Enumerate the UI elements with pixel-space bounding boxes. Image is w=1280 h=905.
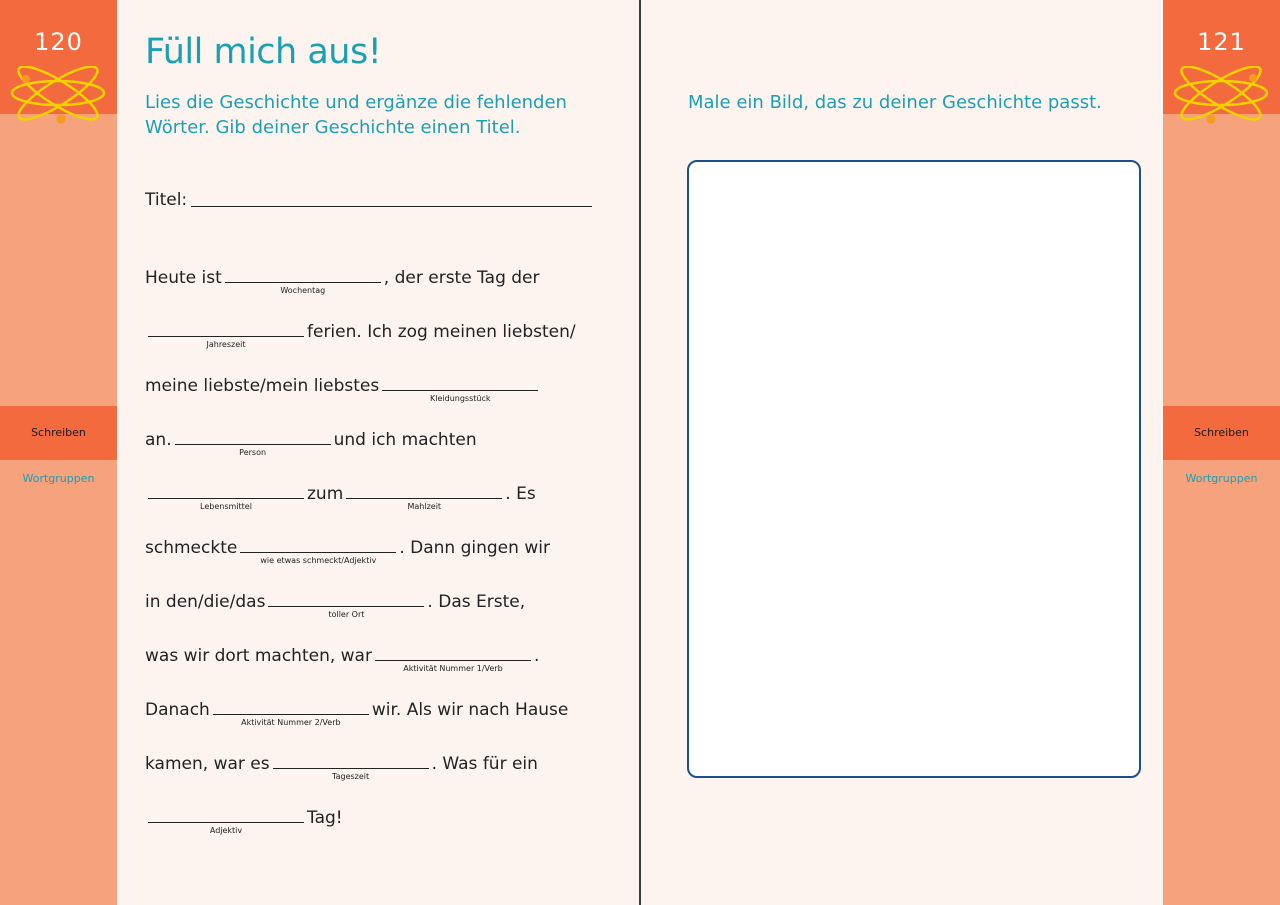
instruction-text (145, 90, 615, 140)
story-text-segment: . Es (505, 484, 536, 504)
story-line (145, 264, 540, 294)
blank-hint: toller Ort (328, 610, 365, 619)
story-line (145, 318, 576, 348)
story-text-segment: , der erste Tag der (383, 268, 540, 288)
story-text-segment: kamen, war es (145, 754, 270, 774)
story-text-segment: . Das Erste, (427, 592, 526, 612)
section-tab-label: Schreiben (31, 426, 86, 439)
story-text-segment: Tag! (307, 808, 343, 828)
blank-hint: Kleidungsstück (430, 394, 491, 403)
story-text-segment: Danach (145, 700, 210, 720)
blank-hint: Aktivität Nummer 1/Verb (403, 664, 503, 673)
blank-hint: Jahreszeit (206, 340, 246, 349)
story-text-segment: was wir dort machten, war (145, 646, 372, 666)
story-text-segment: ferien. Ich zog meinen liebsten/ (307, 322, 576, 342)
section-tab-label: Schreiben (1194, 426, 1249, 439)
blank-hint: Adjektiv (209, 826, 243, 835)
story-text-segment: in den/die/das (145, 592, 266, 612)
story-text-segment: . Was für ein (431, 754, 538, 774)
drawing-area[interactable] (687, 160, 1141, 778)
story-line (145, 804, 343, 834)
blank-input[interactable] (240, 534, 396, 565)
story-text-segment: wir. Als wir nach Hause (371, 700, 569, 720)
story-line (145, 426, 477, 456)
story-text-segment: an. (145, 430, 172, 450)
story-line (145, 750, 538, 780)
title-input-line[interactable] (191, 206, 592, 207)
blank-input[interactable] (268, 588, 424, 619)
story-line (145, 588, 525, 618)
story-line (145, 372, 541, 402)
blank-hint: Tageszeit (332, 772, 370, 781)
blank-input[interactable] (148, 318, 304, 349)
page-number-left: 120 (34, 28, 83, 56)
subsection-label[interactable]: Wortgruppen (1185, 472, 1258, 485)
story-line (145, 534, 550, 564)
atom-icon (1171, 66, 1271, 124)
story-line (145, 642, 539, 672)
atom-icon (8, 66, 108, 124)
left-side-strip (0, 0, 117, 905)
story-text-segment: meine liebste/mein liebstes (145, 376, 380, 396)
blank-input[interactable] (213, 696, 369, 727)
blank-hint: Person (239, 448, 267, 457)
blank-input[interactable] (175, 426, 331, 457)
story-text-segment: und ich machten (333, 430, 477, 450)
blank-hint: wie etwas schmeckt/Adjektiv (260, 556, 377, 565)
blank-hint: Wochentag (280, 286, 326, 295)
page-number-right: 121 (1197, 28, 1246, 56)
story-text-segment: . Dann gingen wir (399, 538, 550, 558)
blank-input[interactable] (346, 480, 502, 511)
blank-input[interactable] (273, 750, 429, 781)
story-text-segment: schmeckte (145, 538, 238, 558)
story-text-segment: zum (307, 484, 344, 504)
blank-input[interactable] (148, 804, 304, 835)
blank-hint: Mahlzeit (407, 502, 442, 511)
right-side-strip (1163, 0, 1280, 905)
instruction-line: Wörter. Gib deiner Geschichte einen Titel. (145, 117, 521, 138)
story-text-segment: Heute ist (145, 268, 222, 288)
blank-hint: Lebensmittel (200, 502, 252, 511)
story-text-segment: . (533, 646, 540, 666)
drawing-instruction: Male ein Bild, das zu deiner Geschichte passt. (688, 92, 1102, 113)
blank-input[interactable] (375, 642, 531, 673)
blank-input[interactable] (148, 480, 304, 511)
page-title: Füll mich aus! (145, 32, 382, 72)
story-line (145, 696, 568, 726)
subsection-label[interactable]: Wortgruppen (22, 472, 95, 485)
instruction-line: Lies die Geschichte und ergänze die fehlenden (145, 92, 567, 113)
title-label: Titel: (145, 190, 188, 210)
story-line (145, 480, 536, 510)
blank-input[interactable] (382, 372, 538, 403)
blank-hint: Aktivität Nummer 2/Verb (241, 718, 341, 727)
blank-input[interactable] (225, 264, 381, 295)
